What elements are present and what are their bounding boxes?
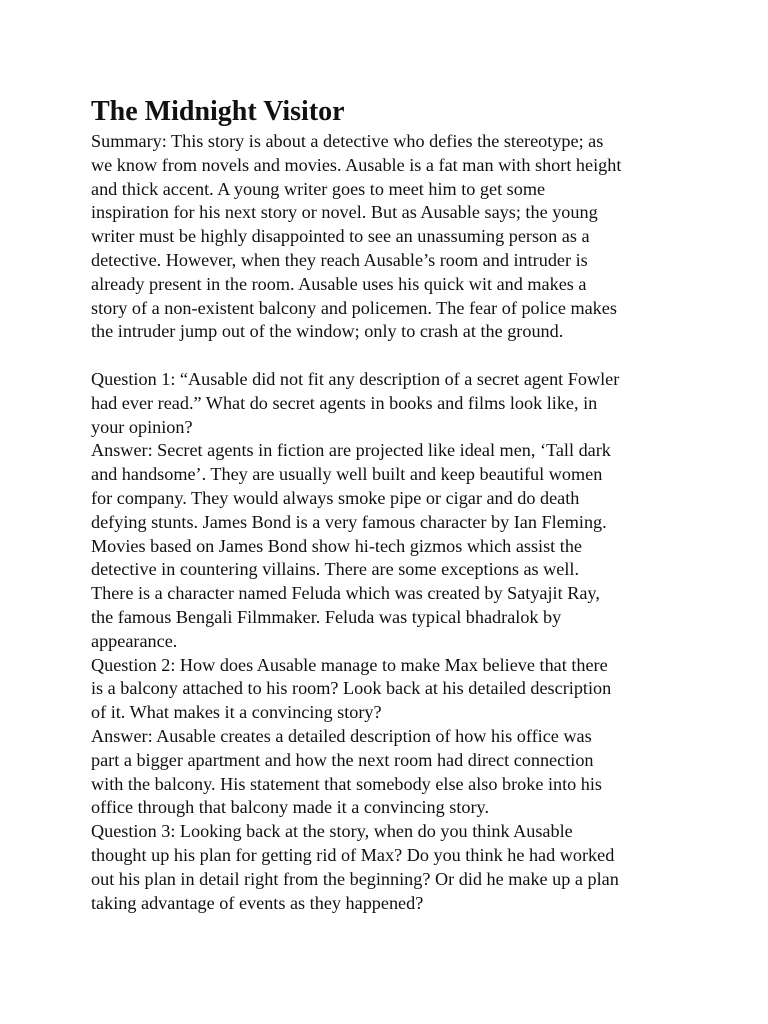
question-3-line: thought up his plan for getting rid of Max? Do you think he had worked — [91, 844, 615, 865]
text-line: already present in the room. Ausable uses his quick wit and makes a — [91, 273, 587, 294]
answer-1-line: defying stunts. James Bond is a very famous character by Ian Fleming. — [91, 511, 607, 532]
paragraph-spacer — [91, 344, 691, 368]
answer-1-line: There is a character named Feluda which was created by Satyajit Ray, — [91, 583, 600, 604]
document-title: The Midnight Visitor — [91, 96, 345, 127]
answer-1-line: Answer: Secret agents in fiction are projected like ideal men, ‘Tall dark — [91, 440, 611, 461]
question-2-line: is a balcony attached to his room? Look back at his detailed description — [91, 678, 612, 699]
answer-2-line: office through that balcony made it a convincing story. — [91, 797, 489, 818]
text-line: detective. However, when they reach Ausable’s room and intruder is — [91, 249, 588, 270]
answer-1-line: and handsome’. They are usually well built and keep beautiful women — [91, 464, 603, 485]
question-2-line: of it. What makes it a convincing story? — [91, 702, 382, 723]
text-line: inspiration for his next story or novel. But as Ausable says; the young — [91, 202, 598, 223]
answer-2-line: part a bigger apartment and how the next room had direct connection — [91, 749, 594, 770]
text-line: story of a non-existent balcony and policemen. The fear of police makes — [91, 297, 617, 318]
answer-1-line: Movies based on James Bond show hi-tech gizmos which assist the — [91, 535, 583, 556]
question-1-line: Question 1: “Ausable did not fit any description of a secret agent Fowler — [91, 368, 620, 389]
answer-1-line: detective in countering villains. There are some exceptions as well. — [91, 559, 580, 580]
text-line: Summary: This story is about a detective who defies the stereotype; as — [91, 131, 604, 151]
answer-1-line: appearance. — [91, 630, 178, 651]
text-line: the intruder jump out of the window; only to crash at the ground. — [91, 321, 564, 342]
summary-paragraph — [91, 130, 691, 344]
question-3-line: out his plan in detail right from the beginning? Or did he make up a plan — [91, 868, 619, 889]
text-line: we know from novels and movies. Ausable is a fat man with short height — [91, 154, 622, 175]
text-line: and thick accent. A young writer goes to meet him to get some — [91, 178, 546, 199]
answer-1-line: for company. They would always smoke pipe or cigar and do death — [91, 487, 580, 508]
answer-2-line: Answer: Ausable creates a detailed description of how his office was — [91, 725, 592, 746]
question-3-line: Question 3: Looking back at the story, when do you think Ausable — [91, 821, 573, 842]
document-page — [91, 96, 691, 915]
answer-1-line: the famous Bengali Filmmaker. Feluda was typical bhadralok by — [91, 606, 562, 627]
question-2-line: Question 2: How does Ausable manage to make Max believe that there — [91, 654, 608, 675]
question-1-line: had ever read.” What do secret agents in books and films look like, in — [91, 392, 598, 413]
question-1-line: your opinion? — [91, 416, 193, 437]
questions-answers — [91, 368, 691, 915]
text-line: writer must be highly disappointed to see an unassuming person as a — [91, 226, 590, 247]
question-3-line: taking advantage of events as they happened? — [91, 892, 424, 913]
answer-2-line: with the balcony. His statement that somebody else also broke into his — [91, 773, 603, 794]
